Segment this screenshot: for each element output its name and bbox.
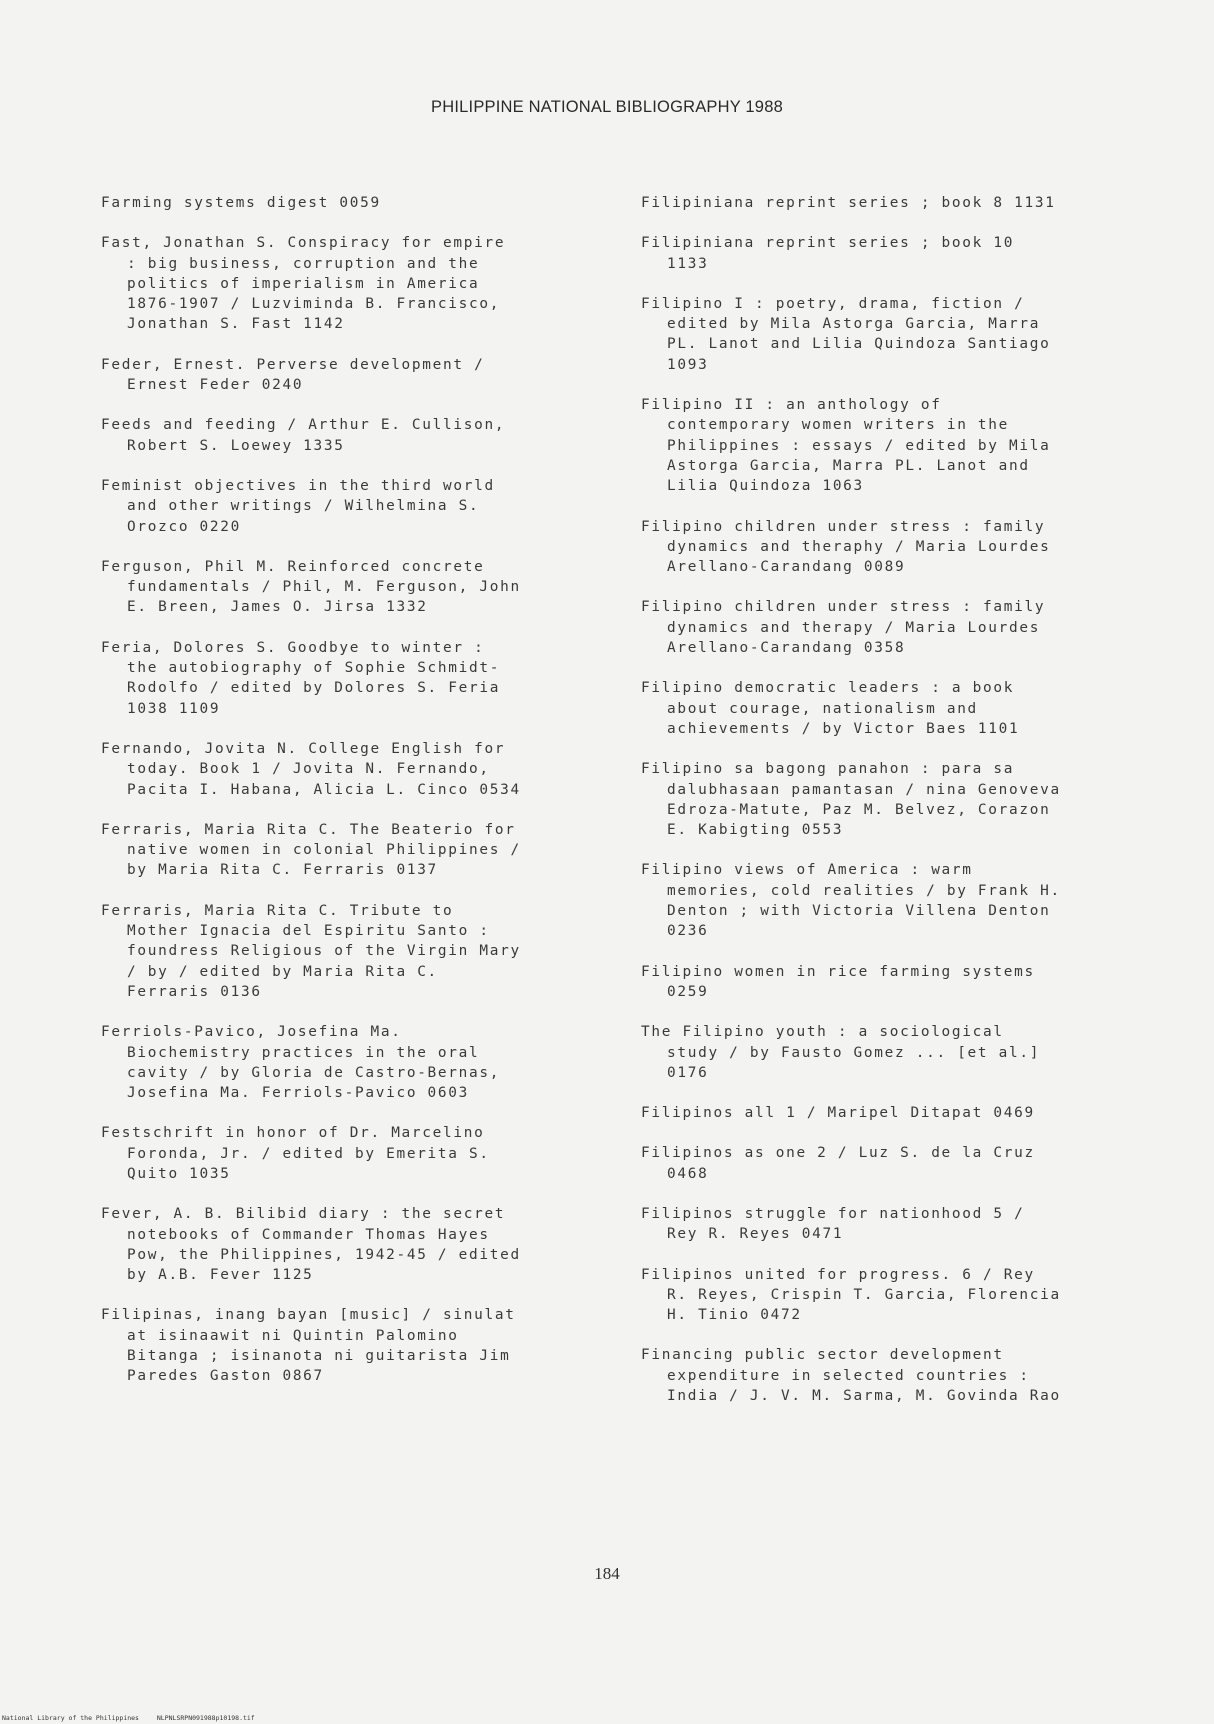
bibliography-entry: Farming systems digest 0059 <box>101 195 381 211</box>
page-header: PHILIPPINE NATIONAL BIBLIOGRAPHY 1988 <box>431 98 783 116</box>
bibliography-entry: Fever, A. B. Bilibid diary : the secret notebooks of Commander Thomas Hayes Pow, the Philippines, 1942-45 / edited by A.B. Fever 1125 <box>101 1206 521 1284</box>
bibliography-entry: Filipino women in rice farming systems 0259 <box>641 963 1035 1000</box>
bibliography-entry: Filipinos united for progress. 6 / Rey R. Reyes, Crispin T. Garcia, Florencia H. Tinio 0472 <box>641 1266 1061 1324</box>
bibliography-entry: Filipino democratic leaders : a book about courage, nationalism and achievements / by Victor Baes 1101 <box>641 680 1020 737</box>
bibliography-entry: Fast, Jonathan S. Conspiracy for empire : big business, corruption and the politics of imperialism in America 1876-1907 / Luzviminda B. Francisco, Jonathan S. Fast 1142 <box>101 235 506 333</box>
bibliography-entry: Filipiniana reprint series ; book 8 1131 <box>641 195 1056 211</box>
bibliography-entry: Filipiniana reprint series ; book 10 1133 <box>641 235 1015 272</box>
bibliography-entry: The Filipino youth : a sociological study / by Fausto Gomez ... [et al.] 0176 <box>641 1024 1041 1081</box>
bibliography-entry: Fernando, Jovita N. College English for today. Book 1 / Jovita N. Fernando, Pacita I. Habana, Alicia L. Cinco 0534 <box>101 740 521 798</box>
bibliography-entry: Filipino sa bagong panahon : para sa dalubhasaan pamantasan / nina Genoveva Edroza-Matute, Paz M. Belvez, Corazon E. Kabigting 0553 <box>641 761 1061 839</box>
bibliography-entry: Filipinos as one 2 / Luz S. de la Cruz 0468 <box>641 1145 1035 1182</box>
bibliography-entry: Feria, Dolores S. Goodbye to winter : the autobiography of Sophie Schmidt- Rodolfo / edited by Dolores S. Feria 1038 1109 <box>101 639 501 717</box>
bibliography-entry: Filipinos struggle for nationhood 5 / Rey R. Reyes 0471 <box>641 1205 1025 1243</box>
bibliography-entry: Filipinos all 1 / Maripel Ditapat 0469 <box>641 1105 1035 1122</box>
bibliography-entry: Filipinas, inang bayan [music] / sinulat at isinaawit ni Quintin Palomino Bitanga ; isinanota ni guitarista Jim Paredes Gaston 0867 <box>101 1307 516 1385</box>
bibliography-entry: Festschrift in honor of Dr. Marcelino Foronda, Jr. / edited by Emerita S. Quito 1035 <box>101 1125 490 1182</box>
bibliography-entry: Feeds and feeding / Arthur E. Cullison, Robert S. Loewey 1335 <box>101 417 506 454</box>
bibliography-entry: Ferguson, Phil M. Reinforced concrete fundamentals / Phil, M. Ferguson, John E. Breen, James O. Jirsa 1332 <box>101 558 521 616</box>
page-number: 184 <box>594 1564 620 1583</box>
bibliography-entry: Filipino II : an anthology of contemporary women writers in the Philippines : essays / edited by Mila Astorga Garcia, Marra PL. Lanot and Lilia Quindoza 1063 <box>641 397 1051 495</box>
bibliography-entry: Feder, Ernest. Perverse development / Ernest Feder 0240 <box>101 356 485 394</box>
bibliography-entry: Feminist objectives in the third world and other writings / Wilhelmina S. Orozco 0220 <box>101 477 495 535</box>
footer-file-id: NLPNLSRPN091988p10198.tif <box>156 1714 255 1722</box>
scan-footer <box>2 1714 269 1722</box>
bibliography-entry: Filipino children under stress : family dynamics and therapy / Maria Lourdes Arellano-Carandang 0358 <box>641 599 1046 657</box>
left-column <box>101 193 601 1407</box>
bibliography-entry: Filipino children under stress : family dynamics and theraphy / Maria Lourdes Arellano-Carandang 0089 <box>641 518 1051 576</box>
bibliography-entry: Ferraris, Maria Rita C. Tribute to Mother Ignacia del Espiritu Santo : foundress Religious of the Virgin Mary / by / edited by Maria Rita C. Ferraris 0136 <box>101 902 521 1000</box>
bibliography-entry: Filipino views of America : warm memories, cold realities / by Frank H. Denton ; with Victoria Villena Denton 0236 <box>641 862 1061 940</box>
bibliography-entry: Ferriols-Pavico, Josefina Ma. Biochemistry practices in the oral cavity / by Gloria de Castro-Bernas, Josefina Ma. Ferriols-Pavico 0603 <box>101 1024 501 1102</box>
bibliography-entry: Filipino I : poetry, drama, fiction / edited by Mila Astorga Garcia, Marra PL. Lanot and Lilia Quindoza Santiago 1093 <box>641 295 1051 373</box>
footer-institution: National Library of the Philippines <box>2 1714 139 1722</box>
right-column <box>641 193 1151 1426</box>
bibliography-entry: Ferraris, Maria Rita C. The Beaterio for native women in colonial Philippines / by Maria Rita C. Ferraris 0137 <box>101 821 521 879</box>
bibliography-entry: Financing public sector development expenditure in selected countries : India / J. V. M. Sarma, M. Govinda Rao <box>641 1347 1061 1405</box>
